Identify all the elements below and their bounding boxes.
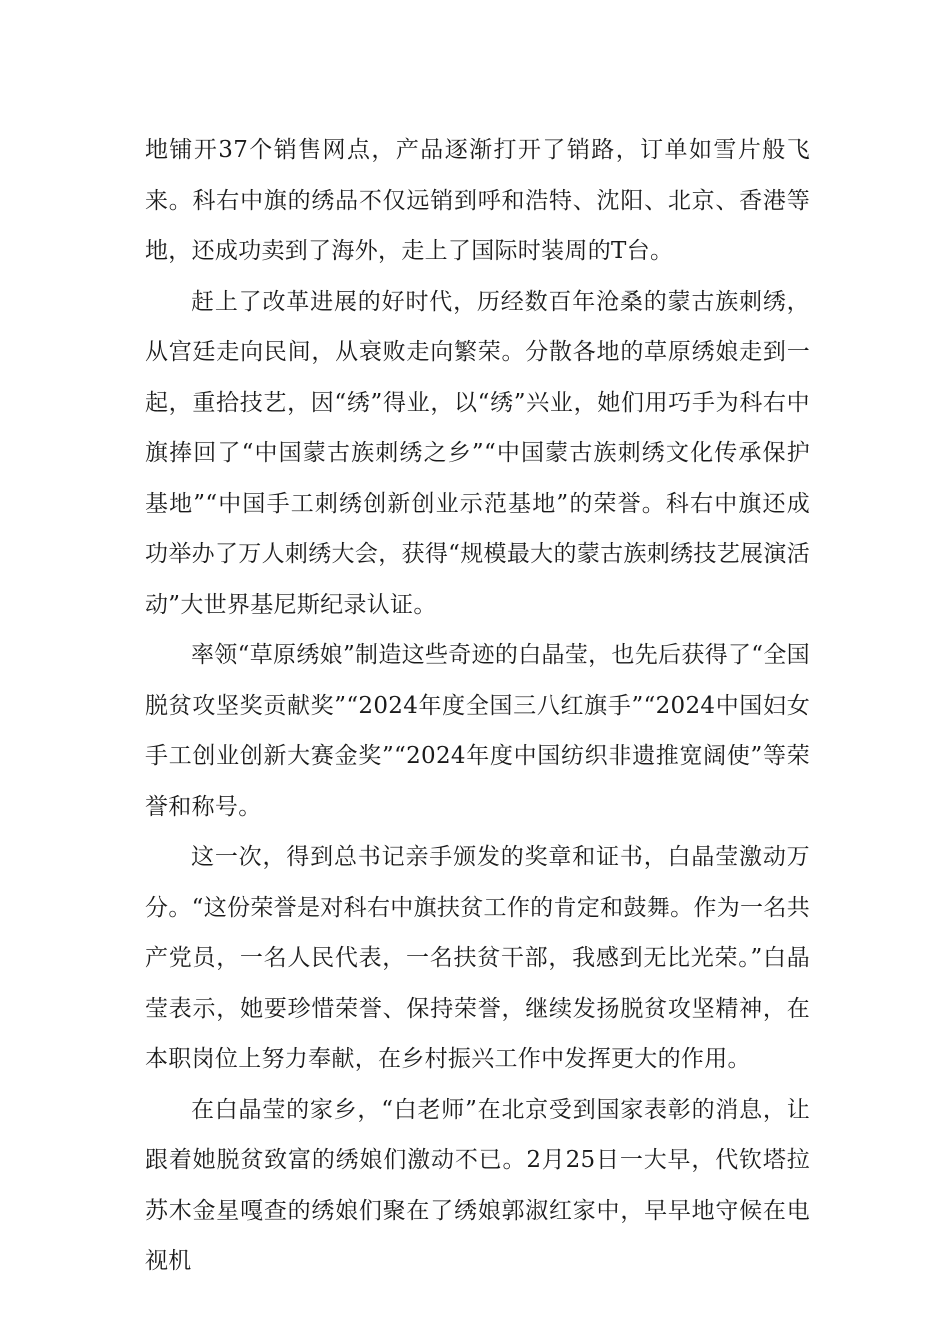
- paragraph-1: 地铺开37个销售网点，产品逐渐打开了销路，订单如雪片般飞来。科右中旗的绣品不仅远销到呼和浩特、沈阳、北京、香港等地，还成功卖到了海外，走上了国际时装周的T台。: [145, 137, 810, 264]
- paragraph-4: 这一次，得到总书记亲手颁发的奖章和证书，白晶莹激动万分。“这份荣誉是对科右中旗扶贫工作的肯定和鼓舞。作为一名共产党员，一名人民代表，一名扶贫干部，我感到无比光荣。”白晶莹表示，她要珍惜荣誉、保持荣誉，继续发扬脱贫攻坚精神，在本职岗位上努力奉献，在乡村振兴工作中发挥更大的作用。: [145, 844, 810, 1072]
- body-text: [145, 125, 810, 1287]
- paragraph-5: 在白晶莹的家乡，“白老师”在北京受到国家表彰的消息，让跟着她脱贫致富的绣娘们激动不已。2月25日一大早，代钦塔拉苏木金星嘎查的绣娘们聚在了绣娘郭淑红家中，早早地守候在电视机: [145, 1096, 810, 1274]
- paragraph-2: 赶上了改革进展的好时代，历经数百年沧桑的蒙古族刺绣，从宫廷走向民间，从衰败走向繁荣。分散各地的草原绣娘走到一起，重拾技艺，因“绣”得业，以“绣”兴业，她们用巧手为科右中旗捧回了“中国蒙古族刺绣之乡”“中国蒙古族刺绣文化传承保护基地”“中国手工刺绣创新创业示范基地”的荣誉。科右中旗还成功举办了万人刺绣大会，获得“规模最大的蒙古族刺绣技艺展演活动”大世界基尼斯纪录认证。: [145, 288, 810, 618]
- paragraph-3: 率领“草原绣娘”制造这些奇迹的白晶莹，也先后获得了“全国脱贫攻坚奖贡献奖”“2024年度全国三八红旗手”“2024中国妇女手工创业创新大赛金奖”“2024年度中国纺织非遗推宽阔使”等荣誉和称号。: [145, 642, 810, 820]
